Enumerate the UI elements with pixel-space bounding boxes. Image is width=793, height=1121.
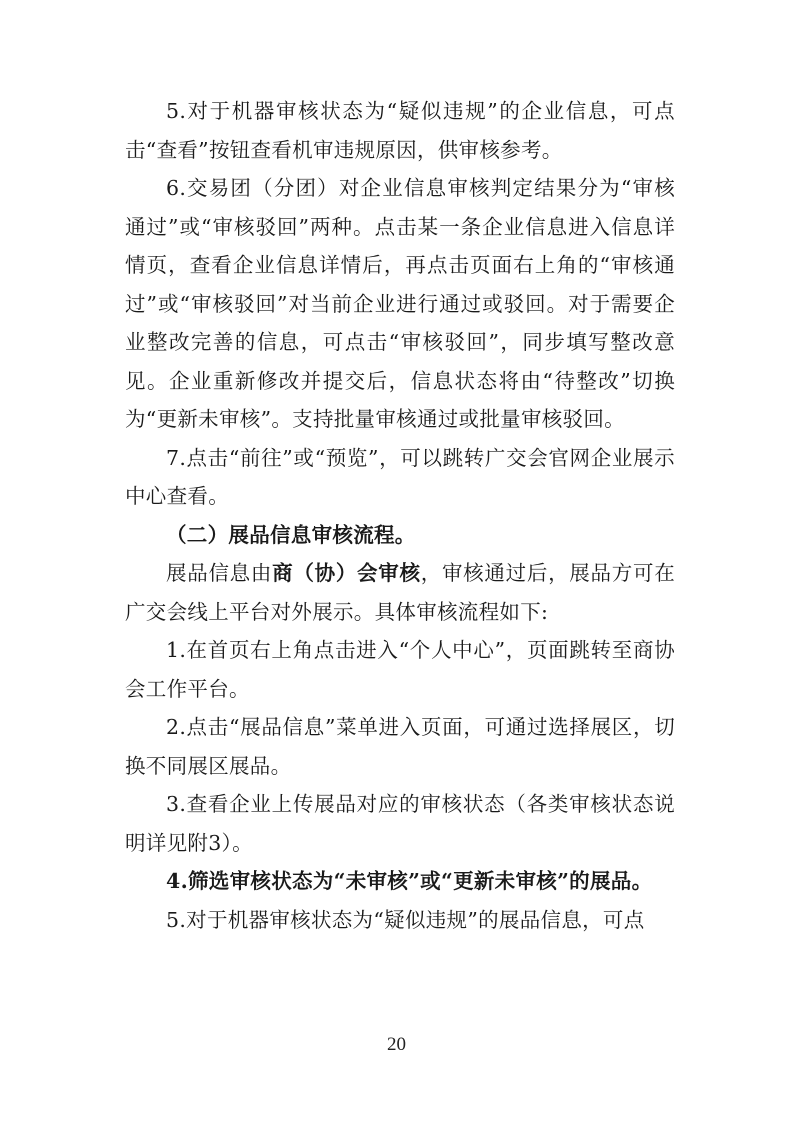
paragraph-step-5: 5.对于机器审核状态为“疑似违规”的展品信息，可点	[166, 907, 645, 932]
intro-text-start: 展品信息由	[166, 561, 273, 585]
paragraph-step-3: 3.查看企业上传展品对应的审核状态（各类审核状态说明详见附3）。	[125, 792, 675, 855]
paragraph-step-1: 1.在首页右上角点击进入“个人中心”，页面跳转至商协会工作平台。	[125, 638, 675, 701]
page-number: 20	[387, 1034, 406, 1055]
intro-text-bold: 商（协）会审核	[272, 561, 421, 585]
document-body	[125, 92, 675, 939]
paragraph-item-6-enterprise: 6.交易团（分团）对企业信息审核判定结果分为“审核通过”或“审核驳回”两种。点击某一条企业信息进入信息详情页，查看企业信息详情后，再点击页面右上角的“审核通过”或“审核驳回”对当前企业进行通过或驳回。对于需要企业整改完善的信息，可点击“审核驳回”，同步填写整改意见。企业重新修改并提交后，信息状态将由“待整改”切换为“更新未审核”。支持批量审核通过或批量审核驳回。	[125, 176, 675, 431]
paragraph-item-5-enterprise: 5.对于机器审核状态为“疑似违规”的企业信息，可点击“查看”按钮查看机审违规原因，供审核参考。	[125, 99, 675, 162]
paragraph-step-4: 4.筛选审核状态为“未审核”或“更新未审核”的展品。	[166, 869, 653, 893]
paragraph-intro	[125, 554, 675, 631]
section-heading: （二）展品信息审核流程。	[166, 522, 416, 547]
paragraph-step-2: 2.点击“展品信息”菜单进入页面，可通过选择展区，切换不同展区展品。	[125, 715, 675, 778]
paragraph-item-7-enterprise: 7.点击“前往”或“预览”，可以跳转广交会官网企业展示中心查看。	[125, 445, 675, 508]
intro-text-end: ，审核通过后，展品方可在广交会线上平台对外展示。具体审核流程如下:	[125, 561, 675, 624]
